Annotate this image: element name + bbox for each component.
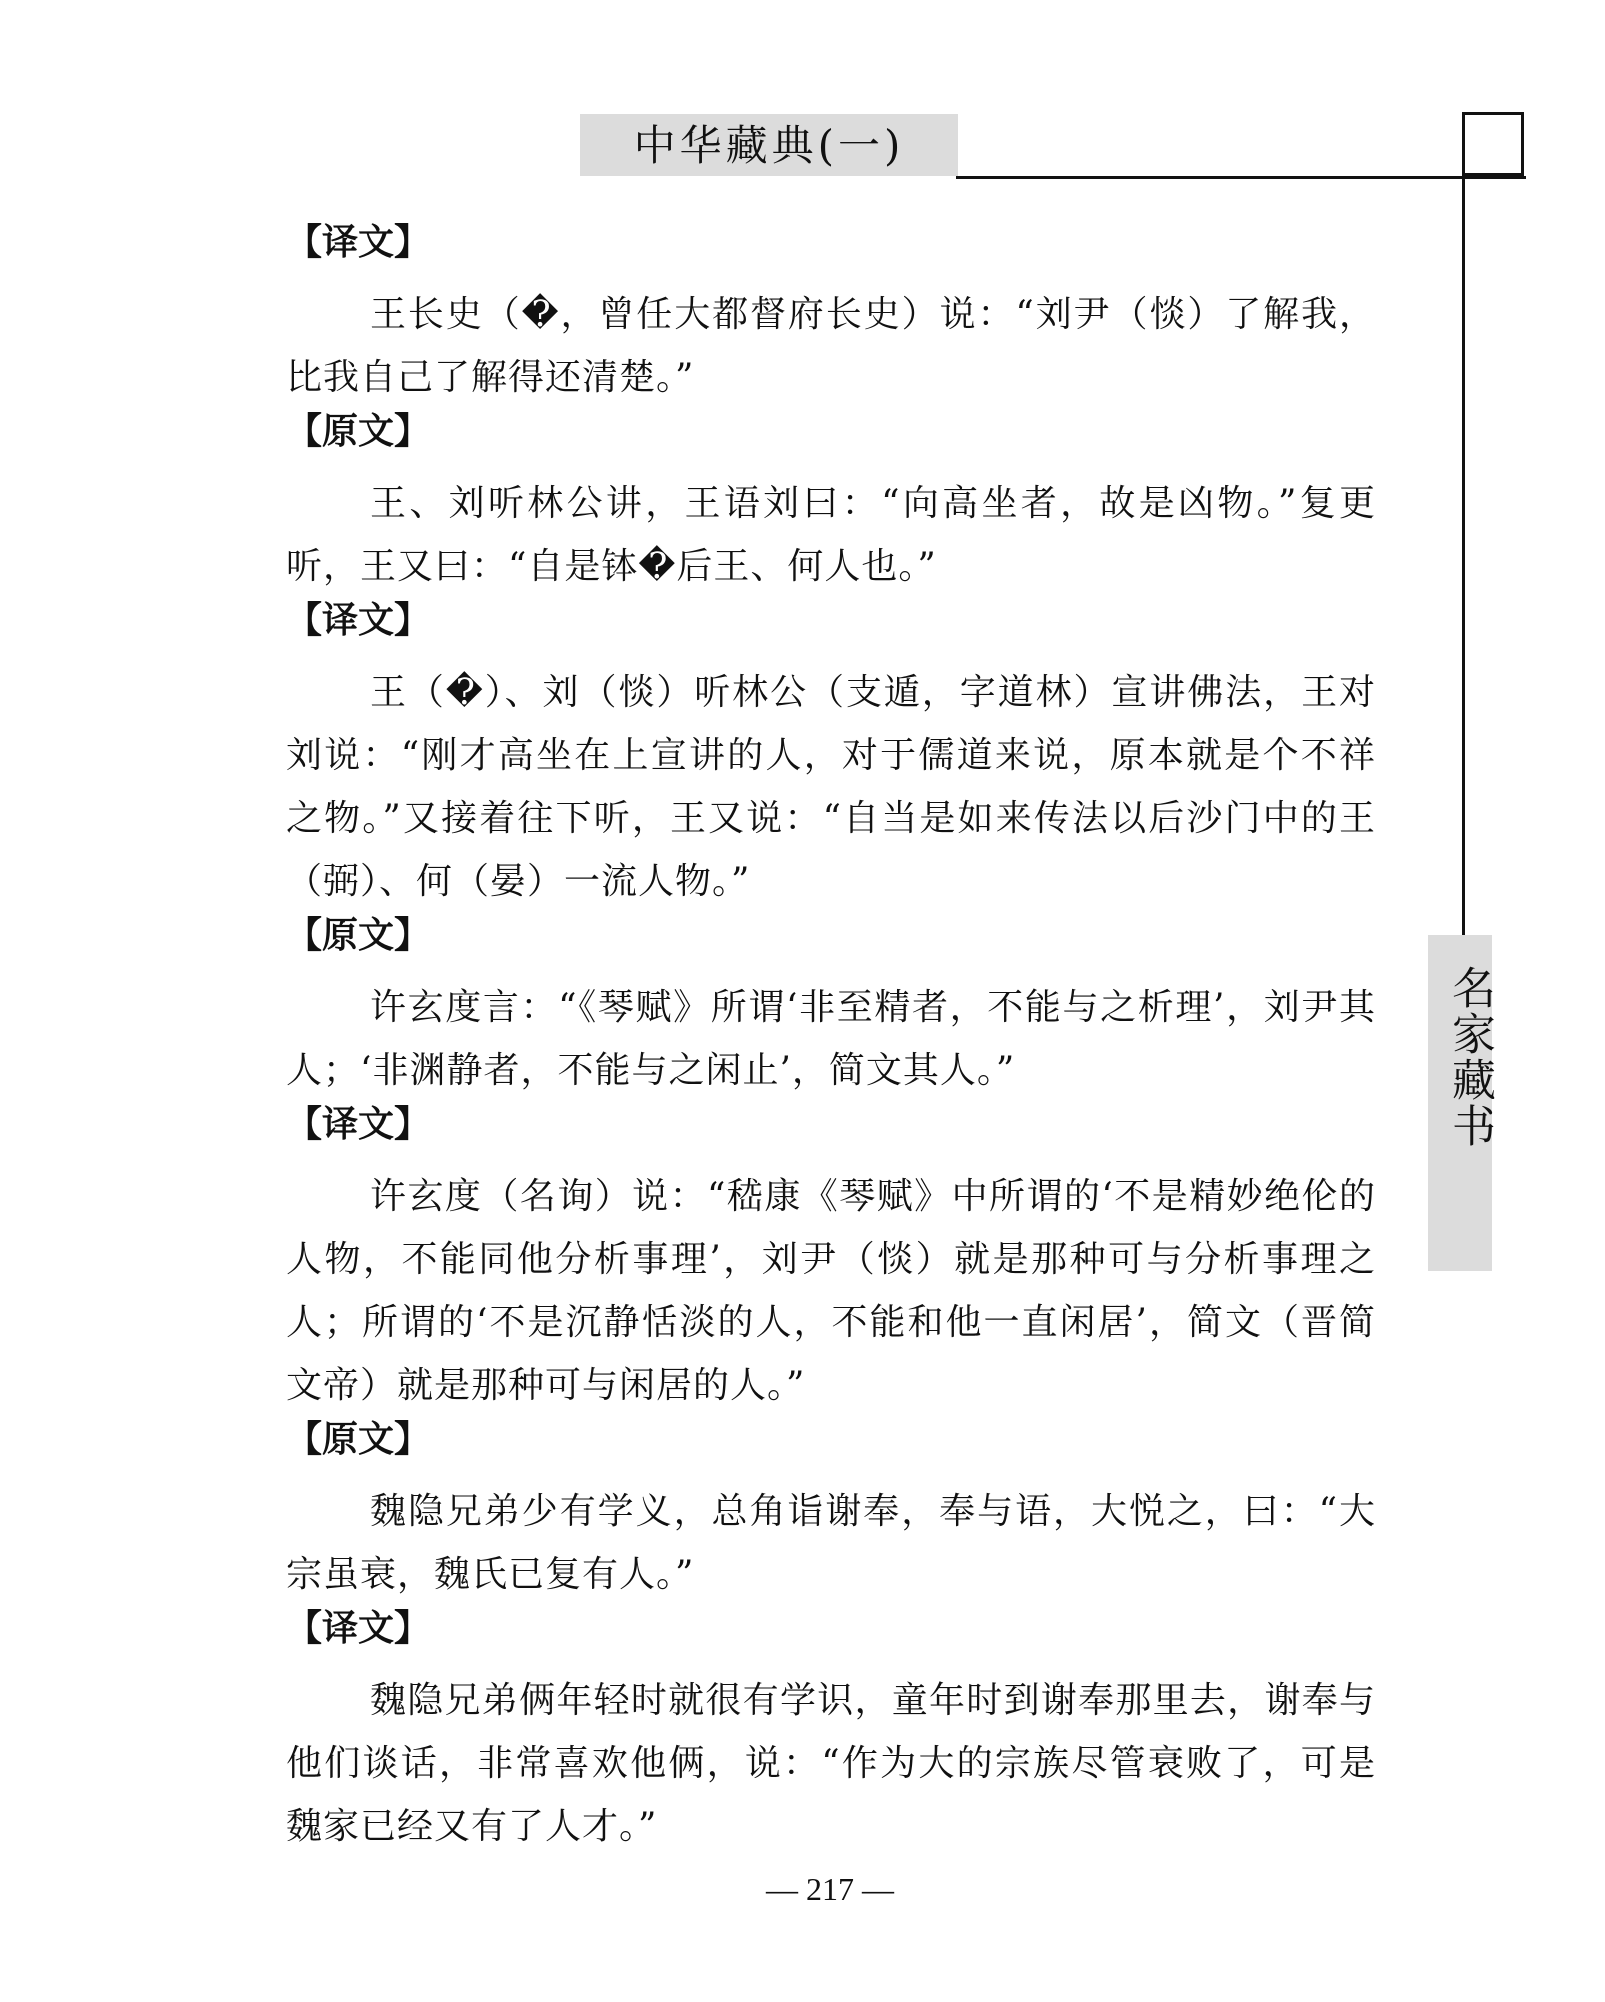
section-label: 【译文】	[286, 600, 431, 641]
section-paragraph: 王长史（�，曾任大都督府长史）说：“刘尹（惔）了解我，比我自己了解得还清楚。”	[286, 294, 1376, 398]
section-paragraph: 魏隐兄弟少有学义，总角诣谢奉，奉与语，大悦之，曰：“大宗虽衰，魏氏已复有人。”	[286, 1491, 1376, 1595]
section-label: 【译文】	[286, 222, 431, 263]
section-label: 【原文】	[286, 915, 431, 956]
section-paragraph: 许玄度（名询）说：“嵇康《琴赋》中所谓的‘不是精妙绝伦的人物，不能同他分析事理’，刘尹（惔）就是那种可与分析事理之人；所谓的‘不是沉静恬淡的人，不能和他一直闲居’，简文（晋简文帝）就是那种可与闲居的人。”	[286, 1176, 1376, 1406]
section-label: 【译文】	[286, 1104, 431, 1145]
section-label: 【原文】	[286, 1419, 431, 1460]
section	[286, 220, 1376, 409]
page-content	[286, 220, 1376, 1858]
page-number: — 217 —	[766, 1871, 894, 1907]
header-rule	[956, 176, 1526, 179]
section	[286, 913, 1376, 1102]
corner-box	[1462, 112, 1524, 176]
section	[286, 1606, 1376, 1858]
section-paragraph: 王（�）、刘（惔）听林公（支遁，字道林）宣讲佛法，王对刘说：“刚才高坐在上宣讲的人，对于儒道来说，原本就是个不祥之物。”又接着往下听，王又说：“自当是如来传法以后沙门中的王（弼）、何（晏）一流人物。”	[286, 672, 1376, 902]
section-paragraph: 魏隐兄弟俩年轻时就很有学识，童年时到谢奉那里去，谢奉与他们谈话，非常喜欢他俩，说：“作为大的宗族尽管衰败了，可是魏家已经又有了人才。”	[286, 1680, 1376, 1847]
section-label: 【原文】	[286, 411, 431, 452]
section-paragraph: 王、刘听林公讲，王语刘曰：“向高坐者，故是凶物。”复更听，王又曰：“自是钵�后王、何人也。”	[286, 483, 1376, 587]
section	[286, 598, 1376, 913]
vertical-rule	[1462, 112, 1465, 935]
side-tab-label: 名家藏书	[1444, 965, 1495, 1149]
running-header-title: 中华藏典(一)	[633, 121, 905, 170]
section	[286, 409, 1376, 598]
section-paragraph: 许玄度言：“《琴赋》所谓‘非至精者，不能与之析理’，刘尹其人；‘非渊静者，不能与之闲止’，简文其人。”	[286, 987, 1376, 1091]
section	[286, 1417, 1376, 1606]
section-label: 【译文】	[286, 1608, 431, 1649]
section	[286, 1102, 1376, 1417]
